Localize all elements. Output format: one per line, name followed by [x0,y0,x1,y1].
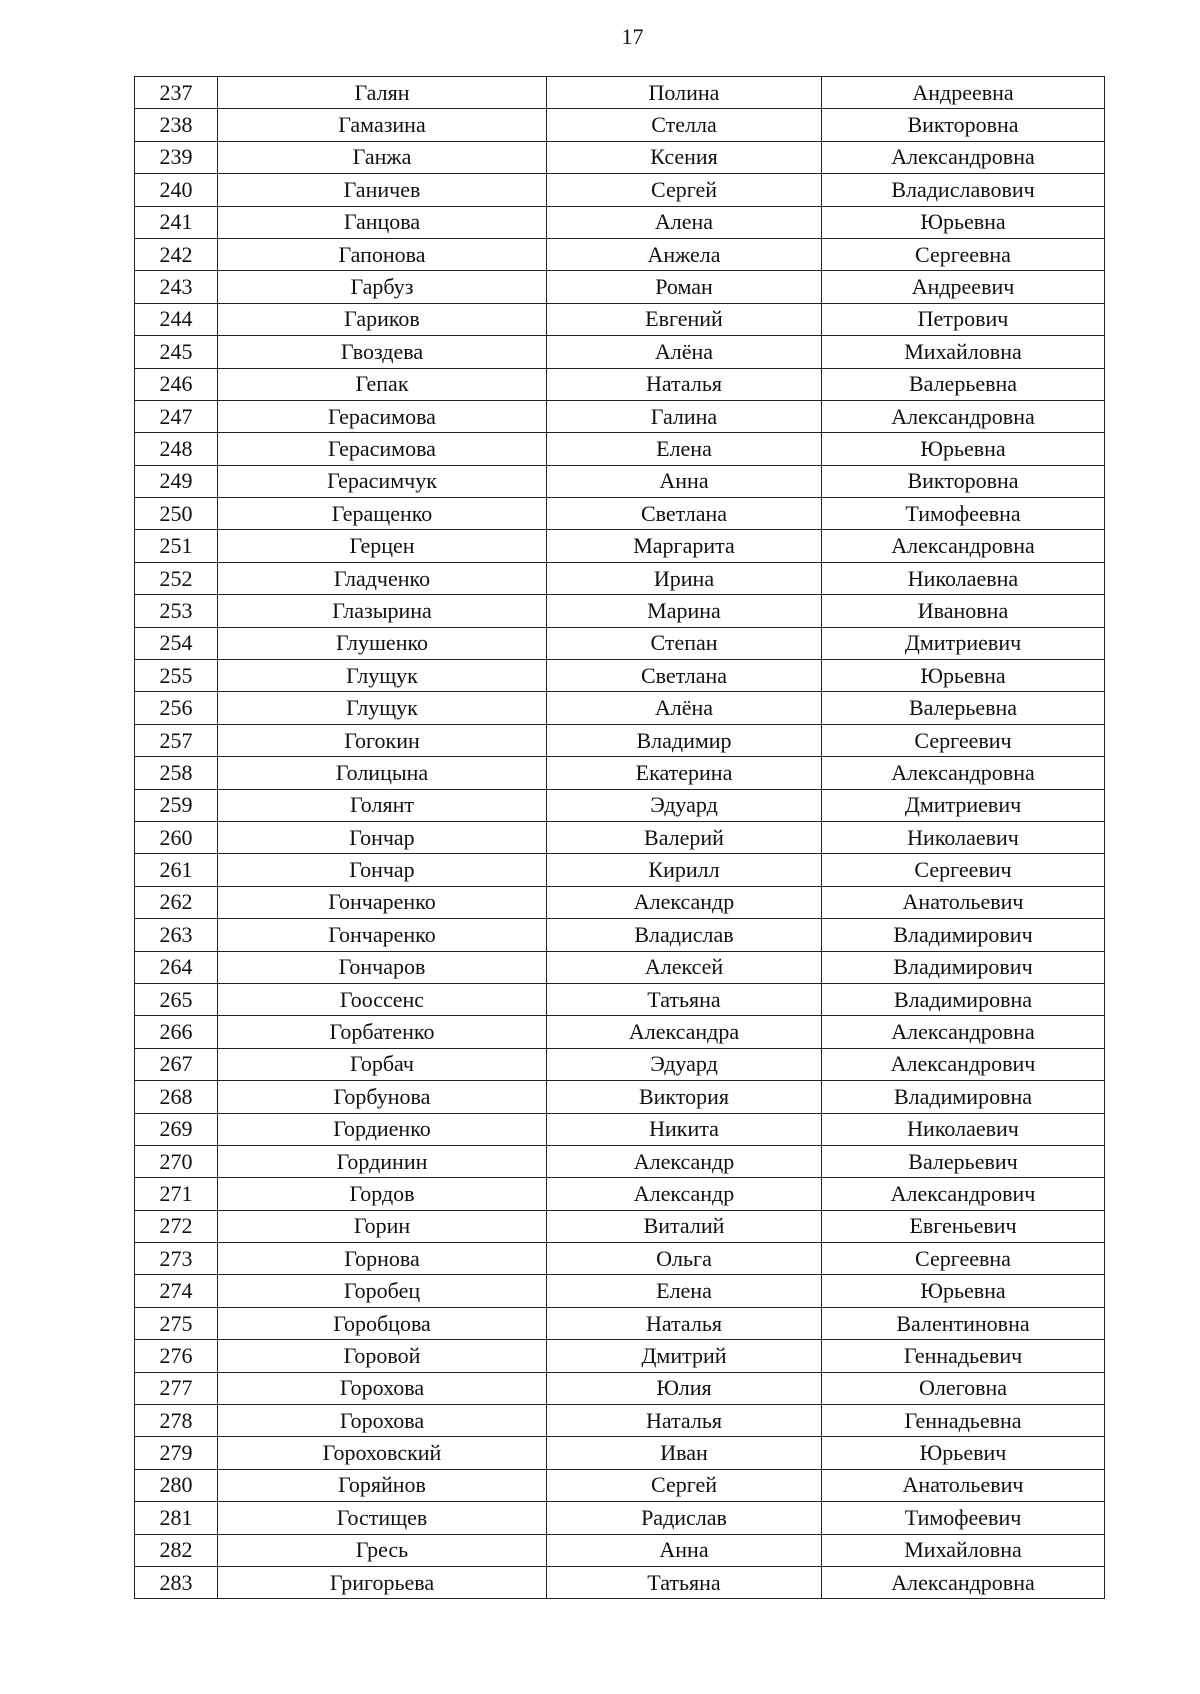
first-name-cell: Ольга [547,1243,822,1275]
table-row [135,109,1105,141]
table-row [135,821,1105,853]
last-name-cell: Гепак [218,368,547,400]
last-name-cell: Гарбуз [218,271,547,303]
last-name-cell: Гариков [218,303,547,335]
patronymic-cell: Анатольевич [822,886,1105,918]
last-name-cell: Гвоздева [218,336,547,368]
first-name-cell: Александр [547,1178,822,1210]
row-number-cell: 241 [135,206,218,238]
table-row [135,400,1105,432]
patronymic-cell: Юрьевна [822,660,1105,692]
roster-body [135,77,1105,1599]
first-name-cell: Дмитрий [547,1340,822,1372]
patronymic-cell: Олеговна [822,1372,1105,1404]
first-name-cell: Светлана [547,498,822,530]
patronymic-cell: Александровна [822,141,1105,173]
patronymic-cell: Ивановна [822,595,1105,627]
last-name-cell: Горовой [218,1340,547,1372]
patronymic-cell: Владимировна [822,1081,1105,1113]
patronymic-cell: Юрьевна [822,206,1105,238]
table-row [135,595,1105,627]
table-row [135,724,1105,756]
table-row [135,1243,1105,1275]
last-name-cell: Гончаров [218,951,547,983]
first-name-cell: Эдуард [547,1048,822,1080]
first-name-cell: Владимир [547,724,822,756]
table-row [135,951,1105,983]
row-number-cell: 265 [135,983,218,1015]
first-name-cell: Маргарита [547,530,822,562]
first-name-cell: Елена [547,433,822,465]
table-row [135,368,1105,400]
table-row [135,1437,1105,1469]
first-name-cell: Кирилл [547,854,822,886]
row-number-cell: 276 [135,1340,218,1372]
row-number-cell: 260 [135,821,218,853]
patronymic-cell: Николаевна [822,562,1105,594]
patronymic-cell: Михайловна [822,336,1105,368]
first-name-cell: Наталья [547,368,822,400]
first-name-cell: Ксения [547,141,822,173]
last-name-cell: Гоосcенс [218,983,547,1015]
row-number-cell: 251 [135,530,218,562]
patronymic-cell: Геннадьевич [822,1340,1105,1372]
last-name-cell: Гороховский [218,1437,547,1469]
last-name-cell: Горин [218,1210,547,1242]
table-row [135,789,1105,821]
table-row [135,1340,1105,1372]
first-name-cell: Александр [547,1145,822,1177]
table-row [135,1016,1105,1048]
patronymic-cell: Евгеньевич [822,1210,1105,1242]
last-name-cell: Горобец [218,1275,547,1307]
row-number-cell: 266 [135,1016,218,1048]
patronymic-cell: Валерьевна [822,368,1105,400]
table-row [135,1534,1105,1566]
patronymic-cell: Тимофеевич [822,1502,1105,1534]
patronymic-cell: Сергеевна [822,238,1105,270]
row-number-cell: 272 [135,1210,218,1242]
table-row [135,498,1105,530]
patronymic-cell: Петрович [822,303,1105,335]
row-number-cell: 274 [135,1275,218,1307]
first-name-cell: Сергей [547,174,822,206]
table-row [135,919,1105,951]
table-row [135,336,1105,368]
first-name-cell: Стелла [547,109,822,141]
row-number-cell: 244 [135,303,218,335]
table-row [135,1307,1105,1339]
last-name-cell: Глазырина [218,595,547,627]
patronymic-cell: Юрьевна [822,1275,1105,1307]
patronymic-cell: Геннадьевна [822,1405,1105,1437]
last-name-cell: Горохова [218,1405,547,1437]
table-row [135,1145,1105,1177]
row-number-cell: 255 [135,660,218,692]
table-row [135,206,1105,238]
table-row [135,757,1105,789]
page-number: 17 [621,24,644,49]
last-name-cell: Горбач [218,1048,547,1080]
last-name-cell: Гончар [218,821,547,853]
first-name-cell: Наталья [547,1307,822,1339]
row-number-cell: 269 [135,1113,218,1145]
patronymic-cell: Викторовна [822,465,1105,497]
last-name-cell: Глушенко [218,627,547,659]
first-name-cell: Иван [547,1437,822,1469]
last-name-cell: Геращенко [218,498,547,530]
last-name-cell: Горохова [218,1372,547,1404]
table-row [135,660,1105,692]
patronymic-cell: Дмитриевич [822,627,1105,659]
patronymic-cell: Михайловна [822,1534,1105,1566]
row-number-cell: 273 [135,1243,218,1275]
row-number-cell: 252 [135,562,218,594]
last-name-cell: Голянт [218,789,547,821]
patronymic-cell: Александровна [822,757,1105,789]
last-name-cell: Гапонова [218,238,547,270]
first-name-cell: Анжела [547,238,822,270]
last-name-cell: Ганжа [218,141,547,173]
patronymic-cell: Дмитриевич [822,789,1105,821]
table-row [135,1113,1105,1145]
patronymic-cell: Александрович [822,1048,1105,1080]
row-number-cell: 253 [135,595,218,627]
table-row [135,174,1105,206]
last-name-cell: Горбатенко [218,1016,547,1048]
patronymic-cell: Сергеевич [822,724,1105,756]
first-name-cell: Алёна [547,336,822,368]
patronymic-cell: Анатольевич [822,1469,1105,1501]
table-row [135,1502,1105,1534]
row-number-cell: 242 [135,238,218,270]
table-row [135,562,1105,594]
row-number-cell: 277 [135,1372,218,1404]
row-number-cell: 257 [135,724,218,756]
patronymic-cell: Владимирович [822,951,1105,983]
row-number-cell: 283 [135,1566,218,1598]
table-row [135,1405,1105,1437]
row-number-cell: 264 [135,951,218,983]
last-name-cell: Голицына [218,757,547,789]
last-name-cell: Горбунова [218,1081,547,1113]
patronymic-cell: Валерьевич [822,1145,1105,1177]
first-name-cell: Татьяна [547,983,822,1015]
table-row [135,303,1105,335]
last-name-cell: Глущук [218,660,547,692]
row-number-cell: 261 [135,854,218,886]
first-name-cell: Евгений [547,303,822,335]
row-number-cell: 245 [135,336,218,368]
table-row [135,854,1105,886]
table-row [135,1566,1105,1598]
first-name-cell: Никита [547,1113,822,1145]
table-row [135,1081,1105,1113]
last-name-cell: Герасимова [218,433,547,465]
patronymic-cell: Андреевна [822,77,1105,109]
first-name-cell: Галина [547,400,822,432]
table-row [135,271,1105,303]
row-number-cell: 281 [135,1502,218,1534]
table-row [135,886,1105,918]
row-number-cell: 278 [135,1405,218,1437]
first-name-cell: Алексей [547,951,822,983]
patronymic-cell: Владимирович [822,919,1105,951]
row-number-cell: 256 [135,692,218,724]
table-row [135,1048,1105,1080]
first-name-cell: Алёна [547,692,822,724]
last-name-cell: Гончар [218,854,547,886]
last-name-cell: Галян [218,77,547,109]
first-name-cell: Полина [547,77,822,109]
last-name-cell: Герасимова [218,400,547,432]
row-number-cell: 254 [135,627,218,659]
last-name-cell: Глущук [218,692,547,724]
row-number-cell: 267 [135,1048,218,1080]
row-number-cell: 248 [135,433,218,465]
row-number-cell: 263 [135,919,218,951]
table-row [135,692,1105,724]
first-name-cell: Алена [547,206,822,238]
row-number-cell: 249 [135,465,218,497]
patronymic-cell: Сергеевна [822,1243,1105,1275]
row-number-cell: 279 [135,1437,218,1469]
first-name-cell: Виктория [547,1081,822,1113]
first-name-cell: Наталья [547,1405,822,1437]
row-number-cell: 246 [135,368,218,400]
patronymic-cell: Тимофеевна [822,498,1105,530]
table-row [135,433,1105,465]
first-name-cell: Сергей [547,1469,822,1501]
first-name-cell: Роман [547,271,822,303]
patronymic-cell: Андреевич [822,271,1105,303]
table-row [135,1178,1105,1210]
first-name-cell: Александр [547,886,822,918]
patronymic-cell: Юрьевич [822,1437,1105,1469]
first-name-cell: Татьяна [547,1566,822,1598]
first-name-cell: Владислав [547,919,822,951]
row-number-cell: 237 [135,77,218,109]
table-row [135,1210,1105,1242]
last-name-cell: Гончаренко [218,919,547,951]
first-name-cell: Александра [547,1016,822,1048]
row-number-cell: 250 [135,498,218,530]
first-name-cell: Радислав [547,1502,822,1534]
first-name-cell: Ирина [547,562,822,594]
patronymic-cell: Валерьевна [822,692,1105,724]
patronymic-cell: Александрович [822,1178,1105,1210]
patronymic-cell: Александровна [822,1566,1105,1598]
first-name-cell: Эдуард [547,789,822,821]
row-number-cell: 239 [135,141,218,173]
first-name-cell: Юлия [547,1372,822,1404]
patronymic-cell: Сергеевич [822,854,1105,886]
roster-table [134,76,1105,1599]
patronymic-cell: Владиславович [822,174,1105,206]
row-number-cell: 258 [135,757,218,789]
first-name-cell: Валерий [547,821,822,853]
last-name-cell: Гончаренко [218,886,547,918]
patronymic-cell: Викторовна [822,109,1105,141]
row-number-cell: 282 [135,1534,218,1566]
row-number-cell: 238 [135,109,218,141]
last-name-cell: Горяйнов [218,1469,547,1501]
last-name-cell: Гординин [218,1145,547,1177]
first-name-cell: Анна [547,465,822,497]
table-row [135,141,1105,173]
patronymic-cell: Александровна [822,530,1105,562]
first-name-cell: Степан [547,627,822,659]
last-name-cell: Гресь [218,1534,547,1566]
row-number-cell: 280 [135,1469,218,1501]
last-name-cell: Герасимчук [218,465,547,497]
last-name-cell: Горнова [218,1243,547,1275]
first-name-cell: Виталий [547,1210,822,1242]
last-name-cell: Ганичев [218,174,547,206]
last-name-cell: Гамазина [218,109,547,141]
row-number-cell: 240 [135,174,218,206]
patronymic-cell: Владимировна [822,983,1105,1015]
table-row [135,530,1105,562]
table-row [135,1469,1105,1501]
patronymic-cell: Николаевич [822,821,1105,853]
row-number-cell: 247 [135,400,218,432]
row-number-cell: 243 [135,271,218,303]
patronymic-cell: Юрьевна [822,433,1105,465]
first-name-cell: Екатерина [547,757,822,789]
row-number-cell: 262 [135,886,218,918]
patronymic-cell: Александровна [822,1016,1105,1048]
last-name-cell: Гладченко [218,562,547,594]
last-name-cell: Гордов [218,1178,547,1210]
patronymic-cell: Валентиновна [822,1307,1105,1339]
row-number-cell: 275 [135,1307,218,1339]
table-row [135,77,1105,109]
last-name-cell: Гостищев [218,1502,547,1534]
table-row [135,983,1105,1015]
first-name-cell: Светлана [547,660,822,692]
row-number-cell: 259 [135,789,218,821]
first-name-cell: Анна [547,1534,822,1566]
first-name-cell: Марина [547,595,822,627]
table-row [135,1372,1105,1404]
last-name-cell: Григорьева [218,1566,547,1598]
last-name-cell: Ганцова [218,206,547,238]
patronymic-cell: Николаевич [822,1113,1105,1145]
table-row [135,627,1105,659]
patronymic-cell: Александровна [822,400,1105,432]
last-name-cell: Герцен [218,530,547,562]
table-row [135,238,1105,270]
table-row [135,1275,1105,1307]
last-name-cell: Гордиенко [218,1113,547,1145]
last-name-cell: Гогокин [218,724,547,756]
row-number-cell: 268 [135,1081,218,1113]
row-number-cell: 271 [135,1178,218,1210]
row-number-cell: 270 [135,1145,218,1177]
last-name-cell: Горобцова [218,1307,547,1339]
table-row [135,465,1105,497]
first-name-cell: Елена [547,1275,822,1307]
